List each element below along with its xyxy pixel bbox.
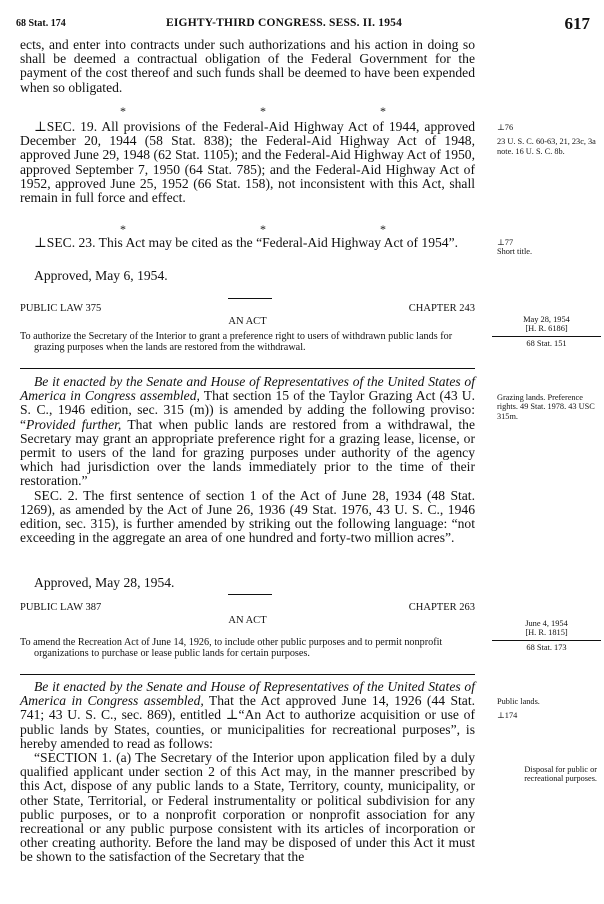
public-law-375-heading: [20, 303, 475, 317]
an-act-heading: AN ACT: [228, 316, 267, 327]
section-1-text: “SECTION 1. (a) The Secretary of the Interior upon application filed by a duly qualified applicant under section 2 of this Act may, in the manner prescribed by this Act, dispose of any public lands to a State, Territory, county, municipality, or other State, Territorial, or Federal instrumentality or political subdivision for any public purposes, or to a nonprofit corporation or nonprofit association for any recreational or any public purpose consistent with its articles of incorporation or other creating authority. Before the land may be disposed of under this Act it must be shown to the satisfaction of the Secretary that the: [20, 750, 475, 865]
purpose-text: To authorize the Secretary of the Interior to grant a preference right to users of withdrawn public lands for grazing purposes when the lands are restored from the withdrawal.: [20, 331, 453, 354]
section-break-stars: [20, 104, 475, 118]
section-break-stars: [20, 222, 475, 236]
purpose-text: To amend the Recreation Act of June 14, 1926, to include other public purposes and to permit nonprofit organizations to purchase or lease public lands for certain purposes.: [20, 637, 443, 660]
star: *: [120, 104, 126, 118]
approval-date: Approved, May 6, 1954.: [34, 268, 168, 283]
section-23-text: ⊥SEC. 23. This Act may be cited as the “Federal-Aid Highway Act of 1954”.: [34, 235, 459, 250]
continuation-text: ects, and enter into contracts under such authorizations and his action in doing so shall be deemed a contractual obligation of the Federal Government for the payment of the cost thereof and such funds shall be deemed to have been expended when so obligated.: [20, 37, 475, 95]
section-rule: [228, 594, 272, 595]
chapter-number: CHAPTER 243: [408, 303, 475, 314]
grazing-margin-note: Grazing lands. Preference rights. 49 Stat. 1978. 43 USC 315m.: [497, 393, 595, 421]
public-lands-margin: [497, 697, 601, 721]
approval-date: Approved, May 28, 1954.: [34, 575, 175, 590]
public-lands-note: Public lands.: [497, 697, 540, 706]
enacting-text: Be it enacted by the Senate and House of Representatives of the United States of America in Congress assembled, That the Act approved June 14, 1926 (44 Stat. 741; 43 U. S. C., sec. 869), entitled ⊥“An Act to authorize acquisition or use of public lands by States, counties, or municipalities for recreational purposes”, is hereby amended to read as follows:: [20, 679, 475, 751]
enactment-date: May 28, 1954: [523, 315, 570, 324]
sec19-margin: [497, 123, 601, 156]
star: *: [380, 222, 386, 236]
star: *: [380, 104, 386, 118]
running-header: [16, 14, 596, 34]
star: *: [260, 104, 266, 118]
enacting-clause: [20, 375, 475, 545]
continuation-paragraph: [20, 38, 475, 95]
citation-note: 23 U. S. C. 60-63, 21, 23c, 3a note. 16 U. S. C. 8b.: [497, 137, 596, 156]
enactment-box: [492, 315, 601, 348]
chapter-number: CHAPTER 263: [408, 602, 475, 613]
bill-number: [H. R. 6186]: [525, 324, 568, 334]
page-ref-marker: ⊥76: [497, 123, 514, 132]
section-19-text: ⊥SEC. 19. All provisions of the Federal-Aid Highway Act of 1944, approved December 20, 1944 (58 Stat. 838); the Federal-Aid Highway Act of 1948, approved June 29, 1948 (62 Stat. 1105); and the Federal-Aid Highway Act of 1950, approved September 7, 1950 (64 Stat. 785); and the Federal-Aid Highway Act of 1952, approved June 25, 1952 (66 Stat. 158), not inconsistent with this Act, shall remain in full force and effect.: [20, 119, 475, 206]
star: *: [120, 222, 126, 236]
act-purpose: [20, 331, 475, 353]
section-rule: [228, 298, 272, 299]
disposal-margin-note: Disposal for public or recreational purposes.: [524, 765, 597, 784]
stat-reference: 68 Stat. 174: [16, 18, 66, 29]
sec23-margin: [497, 238, 601, 257]
congress-session: EIGHTY-THIRD CONGRESS. SESS. II. 1954: [166, 17, 403, 29]
star: *: [260, 222, 266, 236]
purpose-rule: [20, 674, 475, 675]
page-ref-marker: ⊥77: [497, 238, 514, 247]
section-23: [20, 236, 475, 250]
public-law-number: PUBLIC LAW 387: [20, 602, 102, 613]
enactment-box: [492, 619, 601, 652]
stat-citation: 68 Stat. 173: [492, 640, 601, 652]
act-purpose: [20, 637, 475, 659]
public-law-number: PUBLIC LAW 375: [20, 303, 102, 314]
enactment-date: June 4, 1954: [525, 619, 568, 628]
bill-number: [H. R. 1815]: [525, 628, 568, 638]
enacting-clause: [20, 680, 475, 865]
purpose-rule: [20, 368, 475, 369]
short-title-note: Short title.: [497, 247, 533, 257]
section-19: [20, 120, 475, 205]
page-number: 617: [564, 14, 590, 33]
section-2-text: SEC. 2. The first sentence of section 1 of the Act of June 28, 1934 (48 Stat. 1269), as amended by the Act of June 26, 1936 (49 Stat. 1976, 43 U. S. C., 1946 edition, sec. 315), is further amended by striking out the following language: “not exceeding in the aggregate an area of one hundred and forty-two million acres”.: [20, 487, 475, 546]
public-law-387-heading: [20, 602, 475, 616]
stat-citation: 68 Stat. 151: [492, 336, 601, 348]
an-act-heading: AN ACT: [228, 615, 267, 626]
enacting-text: Be it enacted by the Senate and House of Representatives of the United States of America in Congress assembled, That section 15 of the Taylor Grazing Act (43 U. S. C., 1946 edition, sec. 315 (m)) is amended by adding the following proviso: “Provided further, That when public lands are restored from a withdrawal, the Secretary may grant an appropriate preference right for a grazing lease, license, or permit to users of the land for grazing purposes under authority of the agency which had jurisdiction over the lands immediately prior to the time of their restoration.”: [20, 374, 476, 489]
page-ref-marker: ⊥174: [497, 711, 518, 721]
